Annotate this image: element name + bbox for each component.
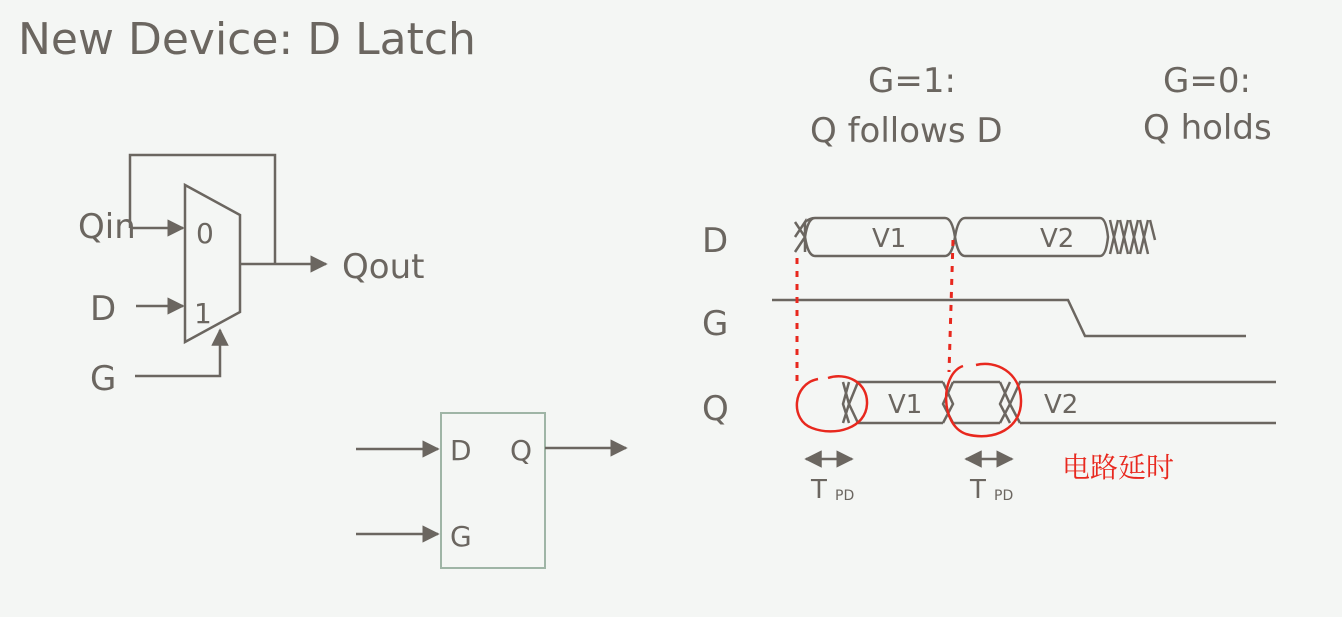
tpd-marker-2 <box>966 459 1013 505</box>
wave-d-v1: V1 <box>872 224 907 254</box>
tpd-marker-1 <box>806 459 854 505</box>
wave-q-v2: V2 <box>1044 390 1079 420</box>
wave-d-label: D <box>702 221 729 261</box>
red-dotted-line-2 <box>949 240 953 372</box>
wave-g-label: G <box>702 304 729 344</box>
wave-g-signal <box>772 300 1246 336</box>
mode-g0-heading: G=0: <box>1163 61 1251 101</box>
wave-q-label: Q <box>702 389 729 429</box>
mux-select-0: 0 <box>196 217 214 250</box>
annotation-circuit-delay: 电路延时 <box>1062 451 1175 484</box>
mux-diagram <box>78 155 424 399</box>
slide-title: New Device: D Latch <box>18 14 476 65</box>
latch-g-pin: G <box>450 520 472 553</box>
wave-d-dontcare <box>1110 220 1155 254</box>
latch-q-pin: Q <box>510 434 533 467</box>
tpd-sub-1: PD <box>835 488 855 504</box>
mux-select-1: 1 <box>194 297 212 330</box>
wave-d-v2: V2 <box>1040 224 1075 254</box>
timing-diagram <box>702 218 1276 505</box>
wave-q-v1: V1 <box>888 390 923 420</box>
latch-symbol <box>356 413 626 568</box>
tpd-label-1: T <box>811 475 827 505</box>
mode-g0-description: Q holds <box>1143 108 1272 148</box>
mode-g1-description: Q follows D <box>810 111 1003 151</box>
mode-g1-heading: G=1: <box>868 61 956 101</box>
g-input-label: G <box>90 359 117 399</box>
qin-label: Qin <box>78 207 136 247</box>
g-input-wire <box>135 330 220 376</box>
d-input-label: D <box>90 289 117 329</box>
latch-d-pin: D <box>450 434 472 467</box>
tpd-label-2: T <box>970 475 986 505</box>
qout-label: Qout <box>342 247 425 287</box>
tpd-sub-2: PD <box>994 488 1014 504</box>
red-circle-2 <box>946 364 1021 436</box>
